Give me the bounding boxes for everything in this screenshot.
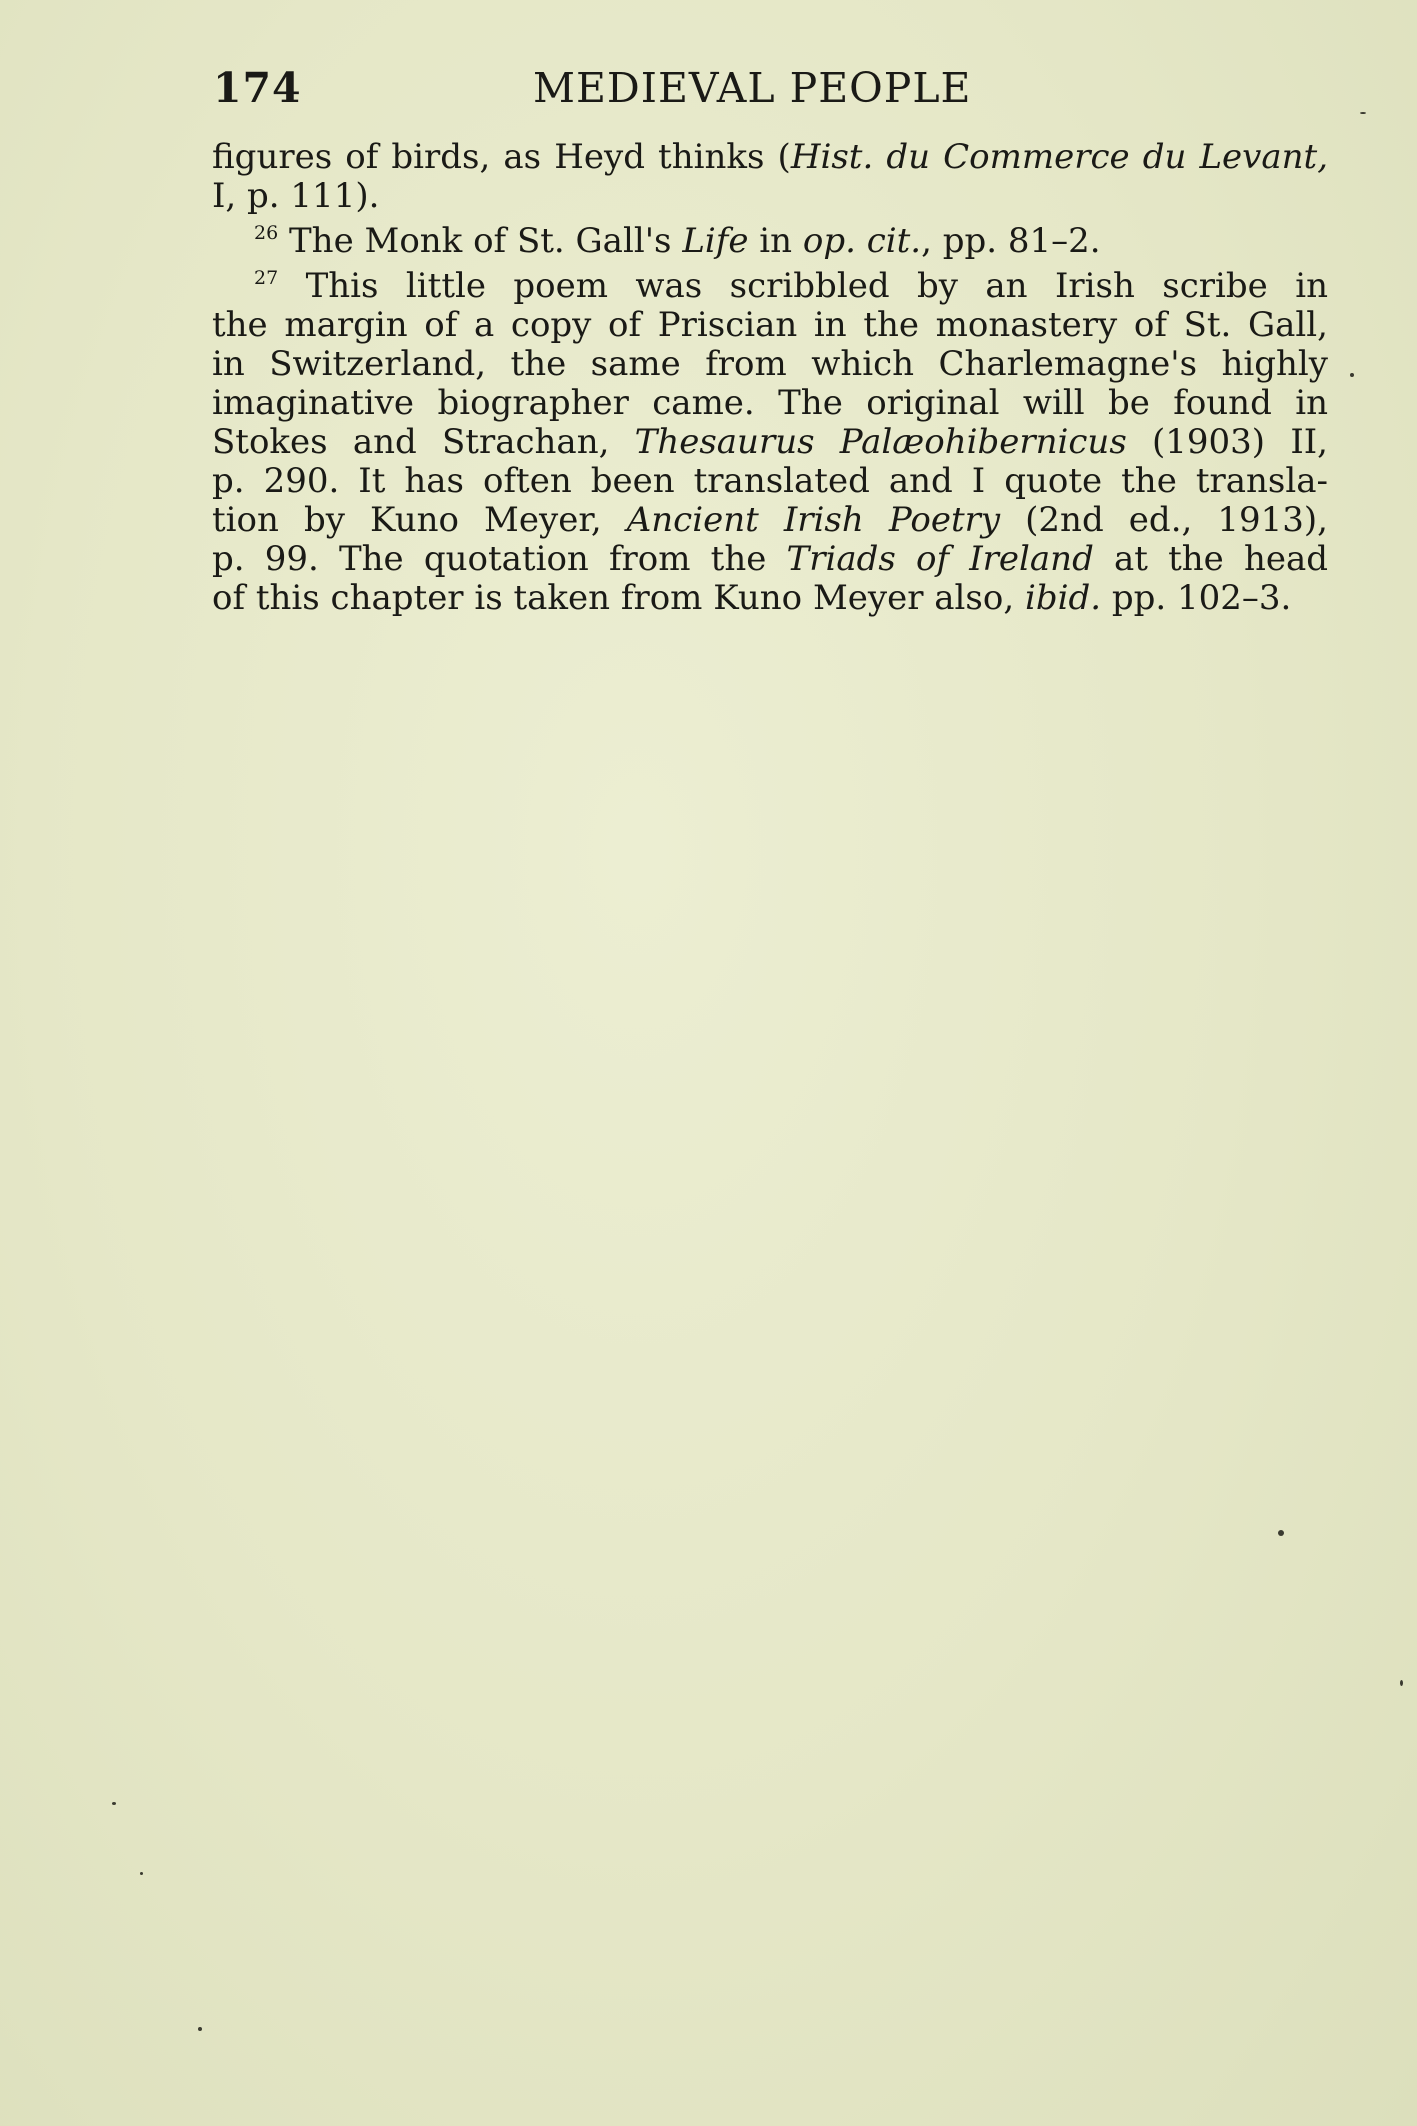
italic-title: Life bbox=[682, 221, 749, 261]
text-run: This little poem was scribbled by an Irish scribe in bbox=[278, 266, 1328, 306]
paper-speck bbox=[1278, 1530, 1284, 1536]
note-number: 26 bbox=[254, 222, 279, 244]
page-header bbox=[213, 64, 1328, 124]
paper-speck bbox=[1400, 1680, 1403, 1686]
paper-speck bbox=[1360, 112, 1366, 114]
paper-speck bbox=[1350, 373, 1354, 377]
text-run: in bbox=[748, 221, 803, 261]
text-line: imaginative biographer came. The original will be found in bbox=[212, 383, 1328, 423]
text-line: the margin of a copy of Priscian in the monastery of St. Gall, bbox=[212, 305, 1328, 345]
text-run: of this chapter is taken from Kuno Meyer also, bbox=[212, 578, 1025, 618]
running-title: MEDIEVAL PEOPLE bbox=[533, 64, 972, 112]
endnotes bbox=[212, 138, 1328, 618]
text-run: p. 99. The quotation from the bbox=[212, 539, 787, 579]
paper-speck bbox=[198, 2027, 202, 2031]
text-run: (1903) II, bbox=[1126, 422, 1328, 462]
text-line bbox=[212, 267, 1328, 306]
note-26 bbox=[212, 222, 1328, 261]
italic-abbrev: op. cit. bbox=[802, 221, 922, 261]
text-run: The Monk of St. Gall's bbox=[278, 221, 683, 261]
italic-title: Hist. du Commerce du Levant, bbox=[790, 137, 1329, 177]
paper-speck bbox=[140, 1872, 143, 1875]
text-run: , pp. 81–2. bbox=[921, 221, 1101, 261]
italic-title: Thesaurus Palæohibernicus bbox=[634, 422, 1127, 462]
text-line bbox=[212, 423, 1328, 462]
text-run: tion by Kuno Meyer, bbox=[212, 500, 627, 540]
text-line bbox=[212, 540, 1328, 579]
paper-speck bbox=[112, 1802, 116, 1805]
text-run: Stokes and Strachan, bbox=[212, 422, 635, 462]
text-line bbox=[212, 222, 1328, 261]
text-line: in Switzerland, the same from which Charlemagne's highly bbox=[212, 344, 1328, 384]
italic-abbrev: ibid. bbox=[1024, 578, 1102, 618]
italic-title: Triads of Ireland bbox=[786, 539, 1094, 579]
text-run: pp. 102–3. bbox=[1101, 578, 1292, 618]
note-27 bbox=[212, 267, 1328, 618]
text-run: figures of birds, as Heyd thinks ( bbox=[212, 137, 791, 177]
note-continuation bbox=[212, 138, 1328, 216]
text-line bbox=[212, 501, 1328, 540]
text-line bbox=[212, 138, 1328, 177]
text-line bbox=[212, 579, 1328, 618]
text-line: I, p. 111). bbox=[212, 176, 380, 216]
text-run: at the head bbox=[1093, 539, 1329, 579]
note-number: 27 bbox=[254, 267, 279, 289]
italic-title: Ancient Irish Poetry bbox=[626, 500, 1001, 540]
page-number: 174 bbox=[213, 64, 302, 112]
text-run: (2nd ed., 1913), bbox=[1000, 500, 1328, 540]
text-line: p. 290. It has often been translated and I quote the transla- bbox=[212, 461, 1328, 501]
